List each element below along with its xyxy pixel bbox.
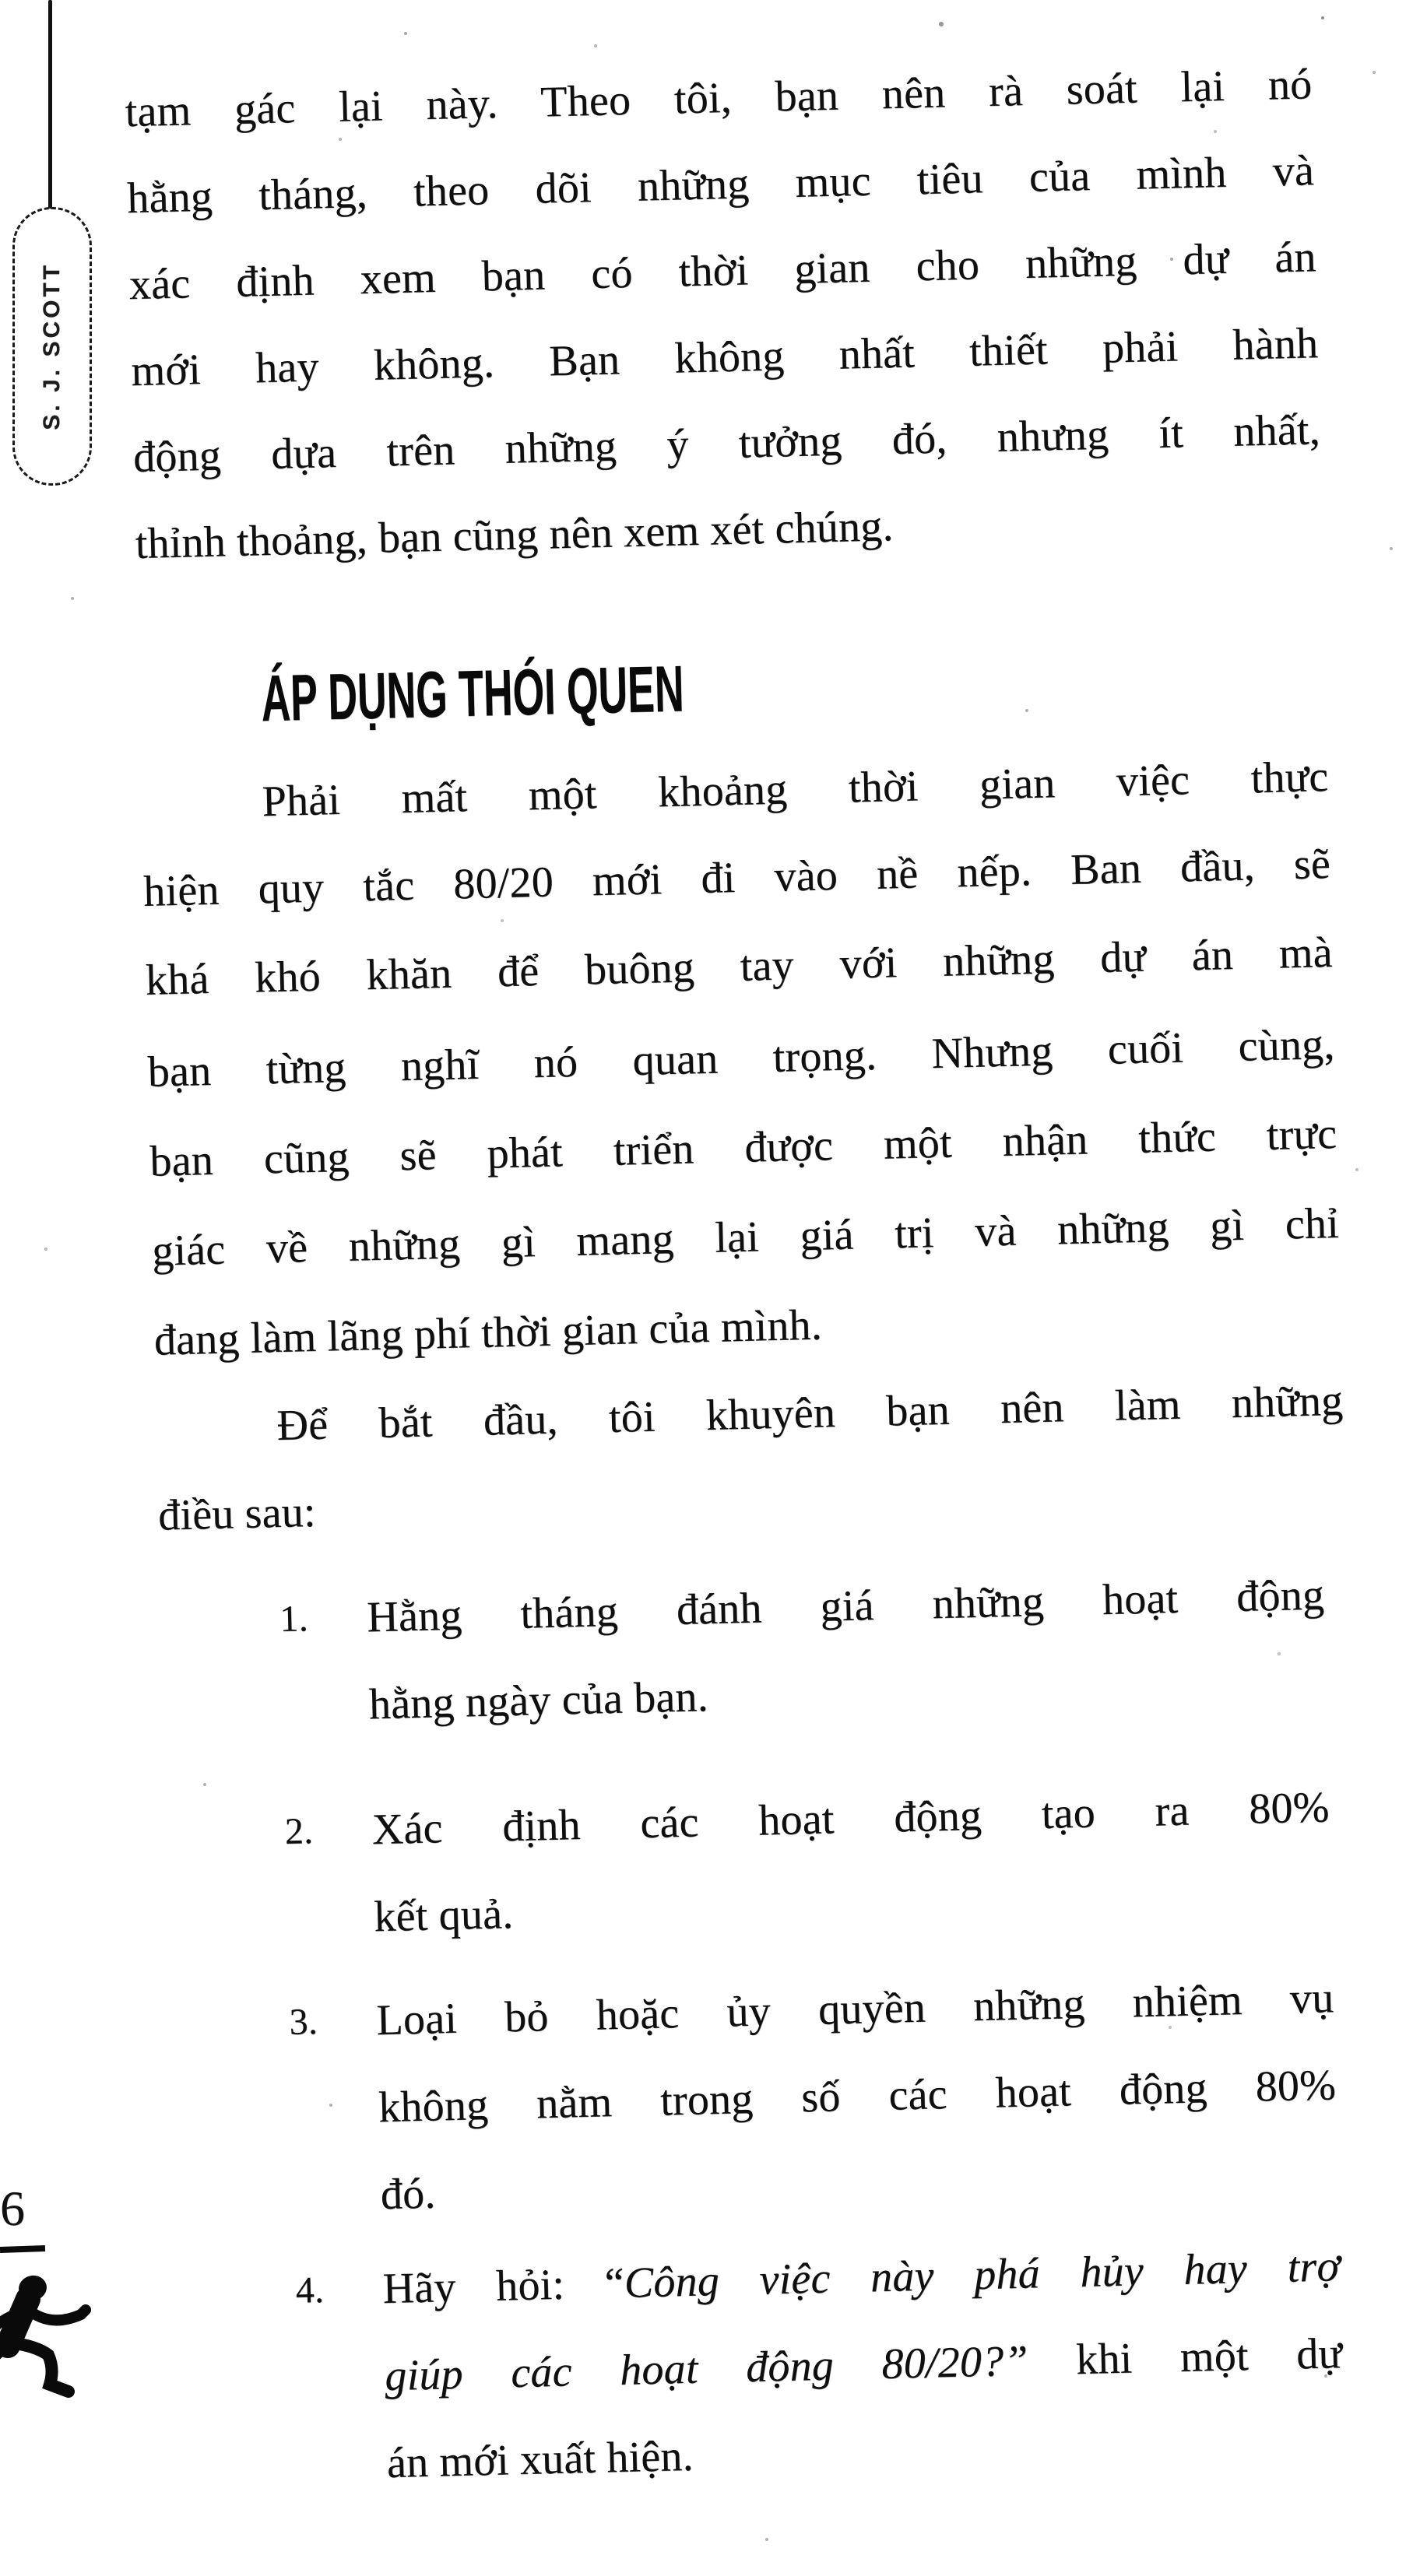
list-item-line: Loại bỏ hoặc ủy quyền những nhiệm vụ: [375, 1974, 1334, 2045]
list-item-line: [384, 2318, 1343, 2411]
author-tab-label: S. J. SCOTT: [39, 262, 65, 430]
text-line: giác về những gì mang lại giá trị và những gì chỉ: [151, 1199, 1340, 1276]
list-item-number: 3.: [288, 2001, 318, 2043]
list-item-line: án mới xuất hiện.: [386, 2431, 694, 2488]
text-line: thỉnh thoảng, bạn cũng nên xem xét chúng.: [135, 502, 895, 569]
list-item-line: kết quả.: [373, 1890, 514, 1942]
section-heading: ÁP DỤNG THÓI QUEN: [260, 651, 685, 735]
list-item-line: Xác định các hoạt động tạo ra 80%: [371, 1783, 1330, 1855]
list-item-quote-italic: Công việc này phá hủy hay trợ: [624, 2242, 1341, 2308]
text-line: tạm gác lại này. Theo tôi, bạn nên rà soát lại nó: [124, 60, 1313, 137]
list-item-number: 4.: [295, 2269, 325, 2311]
text-line: mới hay không. Bạn không nhất thiết phải hành: [130, 319, 1319, 396]
list-item-text: Hãy hỏi: “: [381, 2258, 625, 2314]
list-item-line: Hằng tháng đánh giá những hoạt động: [366, 1571, 1325, 1642]
text-line: bạn cũng sẽ phát triển được một nhận thức trực: [149, 1109, 1337, 1186]
text-line: Phải mất một khoảng thời gian việc thực: [261, 752, 1329, 826]
list-item-line: không nằm trong số các hoạt động 80%: [378, 2061, 1337, 2132]
list-item-number: 1.: [279, 1598, 309, 1641]
text-line: hằng tháng, theo dõi những mục tiêu của mình và: [126, 146, 1315, 223]
list-item-number: 2.: [284, 1810, 314, 1852]
list-item-line: hằng ngày của bạn.: [368, 1672, 709, 1729]
text-line: Để bắt đầu, tôi khuyên bạn nên làm những: [276, 1376, 1344, 1451]
text-line: hiện quy tắc 80/20 mới đi vào nề nếp. Ban đầu, sẽ: [142, 839, 1331, 916]
page-number: 6: [0, 2181, 25, 2236]
list-item-text: khi một dự: [1027, 2329, 1343, 2385]
list-item-line: đó.: [380, 2169, 437, 2220]
list-item-line: [382, 2231, 1341, 2324]
text-line: bạn từng nghĩ nó quan trọng. Nhưng cuối cùng,: [147, 1020, 1336, 1097]
text-line: khá khó khăn để buông tay với những dự án mà: [145, 928, 1334, 1005]
text-line: xác định xem bạn có thời gian cho những dự án: [128, 233, 1317, 310]
list-item-quote-italic: giúp các hoạt động 80/20?”: [384, 2336, 1029, 2401]
text-line: đang làm lãng phí thời gian của mình.: [153, 1300, 823, 1365]
text-line: điều sau:: [157, 1487, 317, 1540]
text-line: động dựa trên những ý tưởng đó, nhưng ít nhất,: [132, 405, 1321, 483]
